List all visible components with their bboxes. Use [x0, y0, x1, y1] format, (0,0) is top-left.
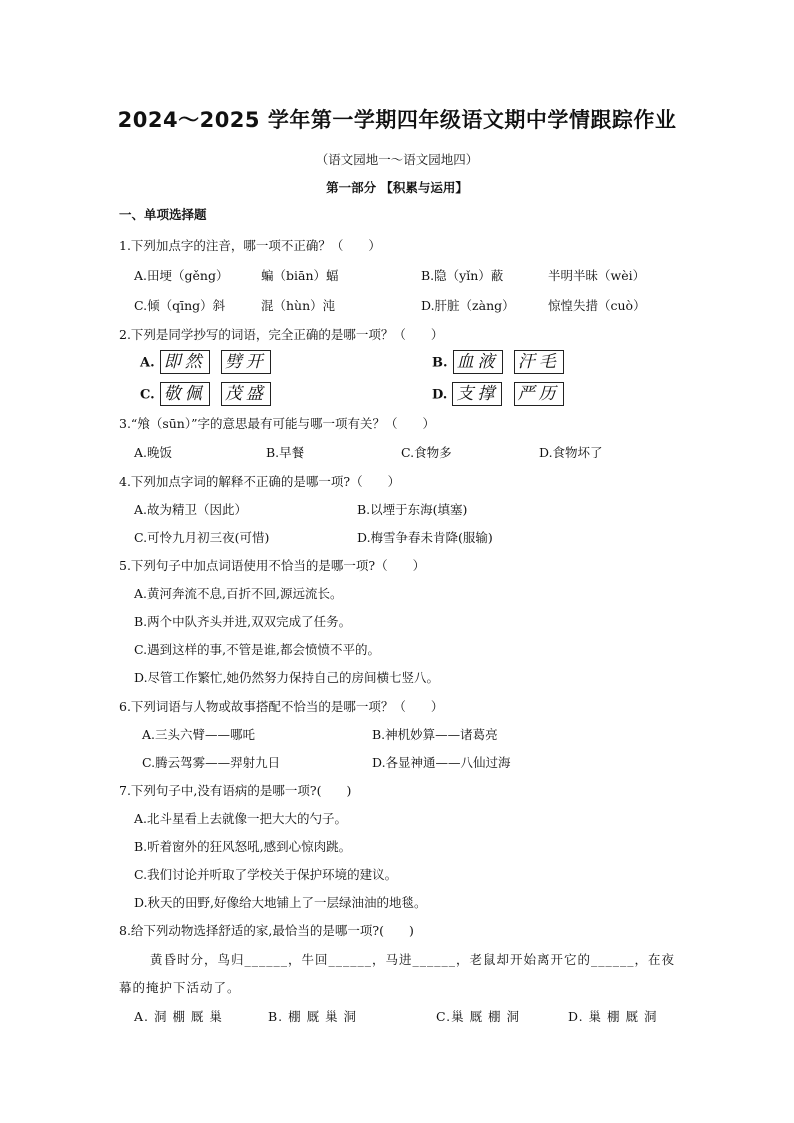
- q1-option-b-part1: B.隐（yǐn）蔽: [421, 268, 504, 283]
- q7-option-b: B.听着窗外的狂风怒吼,感到心惊肉跳。: [134, 839, 352, 854]
- question-6-stem: 6.下列词语与人物或故事搭配不恰当的是哪一项？（ ）: [119, 699, 444, 714]
- question-1-stem: 1.下列加点字的注音，哪一项不正确？（ ）: [119, 238, 381, 253]
- q6-option-a: A.三头六臂——哪吒: [142, 727, 256, 742]
- q7-option-c: C.我们讨论并听取了学校关于保护环境的建议。: [134, 867, 398, 882]
- q7-option-d: D.秋天的田野,好像给大地铺上了一层绿油油的地毯。: [134, 895, 427, 910]
- q8-option-a: A. 洞 棚 厩 巢: [134, 1009, 223, 1024]
- q4-option-a: A.故为精卫（因此）: [134, 502, 248, 517]
- q7-option-a: A.北斗星看上去就像一把大大的勺子。: [134, 811, 348, 826]
- q8-passage-line-1: 黄昏时分，鸟归______，牛回______，马进______，老鼠却开始离开它的______，在夜: [150, 952, 676, 967]
- q3-option-b: B.早餐: [266, 445, 305, 460]
- q1-option-c-part1: C.倾（qīng）斜: [134, 298, 226, 313]
- question-5-stem: 5.下列句子中加点词语使用不恰当的是哪一项?（ ）: [119, 558, 426, 573]
- q8-passage-line-2: 幕的掩护下活动了。: [119, 980, 241, 995]
- q3-option-a: A.晚饭: [134, 445, 173, 460]
- q2-option-d-label: D.: [432, 387, 448, 403]
- q4-option-b: B.以堙于东海(填塞): [357, 502, 468, 517]
- q8-option-b: B. 棚 厩 巢 洞: [268, 1009, 358, 1024]
- q2-option-c-word-1: 敬佩: [160, 382, 210, 406]
- q2-option-d-word-2: 严历: [514, 382, 564, 406]
- q5-option-c: C.遇到这样的事,不管是谁,都会愤愤不平的。: [134, 642, 381, 657]
- q5-option-a: A.黄河奔流不息,百折不回,源远流长。: [134, 586, 343, 601]
- q1-option-a-part1: A.田埂（gěng）: [134, 268, 229, 283]
- q2-option-a-word-1: 即然: [160, 350, 210, 374]
- q1-option-b-part2: 半明半昧（wèi）: [548, 268, 646, 283]
- q3-option-d: D.食物坏了: [539, 445, 603, 460]
- question-4-stem: 4.下列加点字词的解释不正确的是哪一项?（ ）: [119, 474, 401, 489]
- q8-option-d: D. 巢 棚 厩 洞: [568, 1009, 658, 1024]
- q4-option-c: C.可怜九月初三夜(可惜): [134, 530, 270, 545]
- q2-option-b-label: B.: [432, 355, 448, 371]
- question-2-stem: 2.下列是同学抄写的词语，完全正确的是哪一项？（ ）: [119, 327, 444, 342]
- q6-option-d: D.各显神通——八仙过海: [372, 755, 511, 770]
- q2-option-c-label: C.: [140, 387, 155, 403]
- q1-option-d-part2: 惊惶失措（cuò）: [548, 298, 646, 313]
- q2-option-a-word-2: 劈开: [221, 350, 271, 374]
- q5-option-d: D.尽管工作繁忙,她仍然努力保持自己的房间横七竖八。: [134, 670, 440, 685]
- q2-option-c-word-2: 茂盛: [221, 382, 271, 406]
- q1-option-d-part1: D.肝脏（zàng）: [421, 298, 515, 313]
- q2-option-d-word-1: 支撑: [452, 382, 502, 406]
- q5-option-b: B.两个中队齐头并进,双双完成了任务。: [134, 614, 352, 629]
- q1-option-c-part2: 混（hùn）沌: [261, 298, 336, 313]
- q4-option-d: D.梅雪争春未肯降(服输): [357, 530, 493, 545]
- q2-option-b-word-2: 汗毛: [514, 350, 564, 374]
- question-7-stem: 7.下列句子中,没有语病的是哪一项?( ): [119, 783, 352, 798]
- q6-option-c: C.腾云驾雾——羿射九日: [142, 755, 281, 770]
- q2-option-b-word-1: 血液: [453, 350, 503, 374]
- q3-option-c: C.食物多: [401, 445, 452, 460]
- q1-option-a-part2: 蝙（biān）蝠: [261, 268, 339, 283]
- part-heading: 第一部分 【积累与运用】: [326, 180, 468, 195]
- section-heading: 一、单项选择题: [119, 207, 207, 222]
- q6-option-b: B.神机妙算——诸葛亮: [372, 727, 498, 742]
- q2-option-a-label: A.: [140, 355, 155, 371]
- question-3-stem: 3.“飧（sūn）”字的意思最有可能与哪一项有关？（ ）: [119, 416, 435, 431]
- page-title: 2024～2025 学年第一学期四年级语文期中学情跟踪作业: [117, 108, 677, 132]
- q8-option-c: C.巢 厩 棚 洞: [436, 1009, 521, 1024]
- question-8-stem: 8.给下列动物选择舒适的家,最恰当的是哪一项?( ): [119, 923, 414, 938]
- page-subtitle: （语文园地一～语文园地四）: [315, 152, 479, 167]
